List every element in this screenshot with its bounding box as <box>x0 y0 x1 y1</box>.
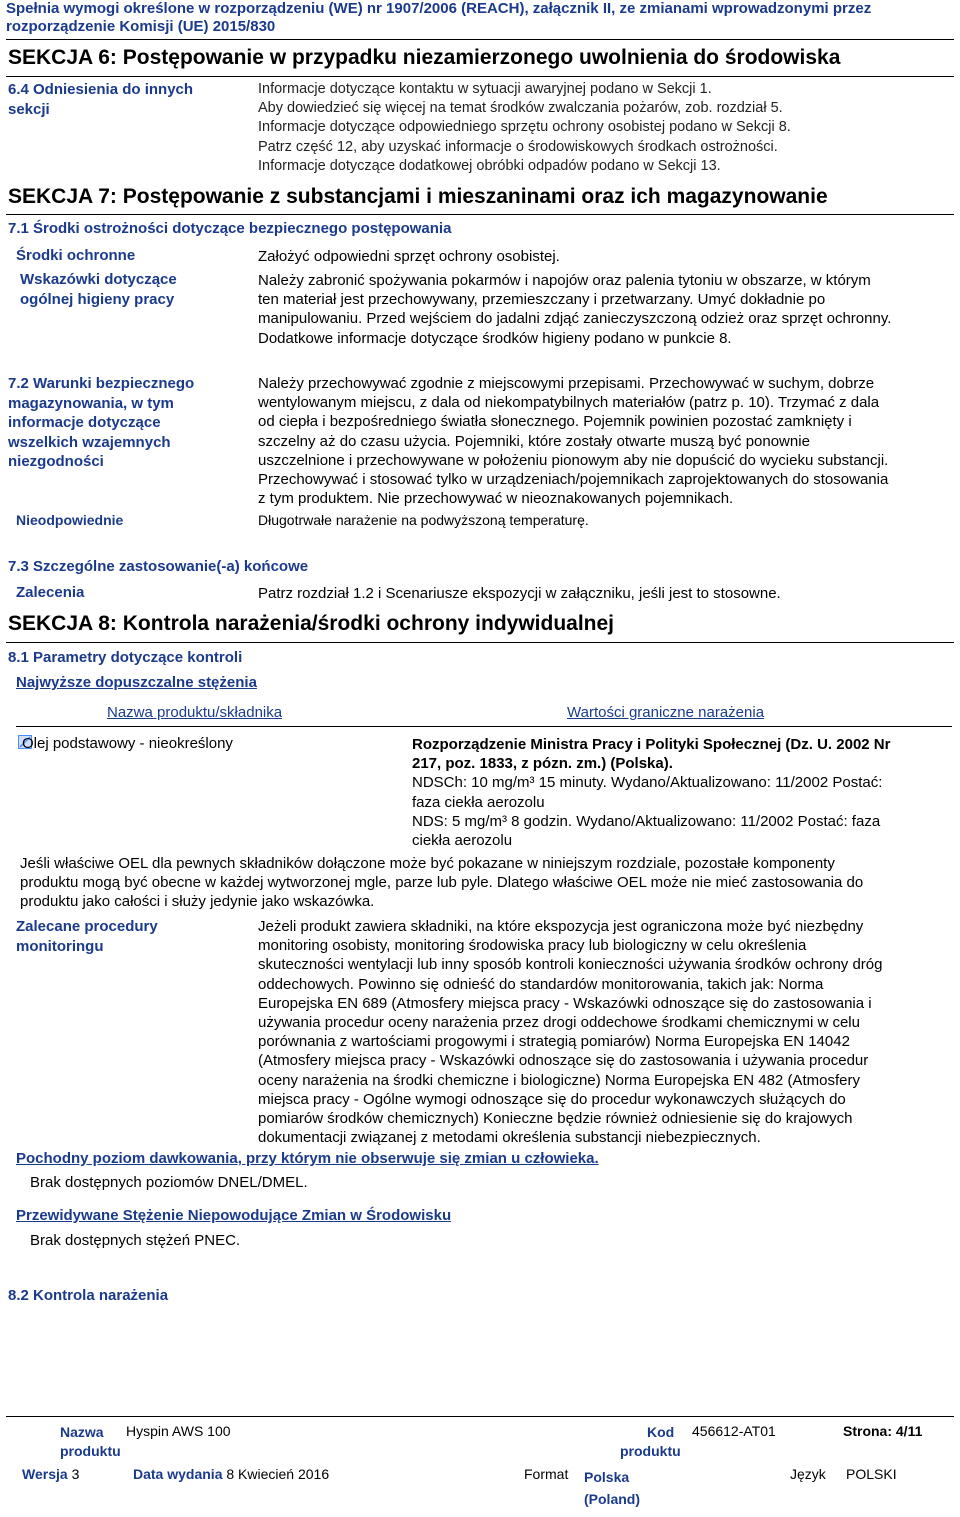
limit-line: NDS: 5 mg/m³ 8 godzin. Wydano/Aktualizowano: 11/2002 Postać: faza <box>412 812 881 830</box>
dnel-text: Brak dostępnych poziomów DNEL/DMEL. <box>30 1174 308 1191</box>
label-line: Nazwa <box>60 1424 104 1440</box>
text-line: Jeżeli produkt zawiera składniki, na które ekspozycja jest ograniczona może być niezbędny <box>258 918 864 935</box>
section-7-divider <box>6 214 954 215</box>
section-6-divider <box>6 76 954 77</box>
monitoring-label <box>16 917 158 956</box>
product-name-value: Hyspin AWS 100 <box>126 1423 231 1439</box>
text-line: produktu jako całości i służy jedynie jako wskazówka. <box>20 893 375 911</box>
recommendations-text: Patrz rozdział 1.2 i Scenariusze ekspozycji w załączniku, jeśli jest to stosowne. <box>258 585 781 602</box>
text-line: manipulowaniu. Przed wejściem do jadalni zdjąć zanieczyszczoną odzież oraz sprzęt ochronny. <box>258 310 892 328</box>
regulation-title: Rozporządzenie Ministra Pracy i Polityki Społecznej (Dz. U. 2002 Nr <box>412 736 891 753</box>
pnec-text: Brak dostępnych stężeń PNEC. <box>30 1232 241 1249</box>
subsection-8-2: 8.2 Kontrola narażenia <box>8 1287 169 1304</box>
section-6-4-text <box>258 80 791 176</box>
language-label: Język <box>790 1466 826 1482</box>
text-line: Europejska EN 689 (Atmosfery miejsca pracy - Wskazówki odnoszące się do zastosowania i <box>258 994 872 1012</box>
header-line-1: Spełnia wymogi określone w rozporządzeniu (WE) nr 1907/2006 (REACH), załącznik II, ze zmianami wprowadzonymi przez <box>6 0 872 17</box>
header-divider <box>6 39 954 40</box>
text-line: wentylowanym miejscu, z dala od niekompatybilnych materiałów (patrz p. 10). Trzymać z dala <box>258 394 880 412</box>
header-line-2: rozporządzenie Komisji (UE) 2015/830 <box>6 18 276 35</box>
text-line: Patrz część 12, aby uzyskać informacje o środowiskowych środkach ostrożności. <box>258 138 778 155</box>
subsection-7-3: 7.3 Szczególne zastosowanie(-a) końcowe <box>8 558 309 575</box>
component-name: Olej podstawowy - nieokreślony <box>22 735 233 752</box>
text-line: Dodatkowe informacje dotyczące środków higieny podano w punkcie 8. <box>258 329 732 347</box>
regulation-header <box>6 0 871 36</box>
subsection-8-1: 8.1 Parametry dotyczące kontroli <box>8 649 243 666</box>
text-line: oceny narażenia na środki chemiczne i biologiczne) Norma Europejska EN 482 (Atmosfery <box>258 1071 860 1089</box>
product-name-label <box>60 1423 121 1461</box>
text-line: pomiarów środków chemicznych) Konieczne będzie również odniesienie się do krajowych <box>258 1110 853 1128</box>
subsection-7-1: 7.1 Środki ostrożności dotyczące bezpiecznego postępowania <box>8 220 452 237</box>
text-line: szczelny aż do czasu użycia. Pojemniki, które zostały otwarte muszą być ponownie <box>258 432 810 450</box>
exposure-limit-values <box>412 735 890 850</box>
monitoring-text <box>258 917 882 1147</box>
text-line: Informacje dotyczące dodatkowej obróbki odpadów podano w Sekcji 13. <box>258 157 721 174</box>
section-8-divider <box>6 642 954 643</box>
text-line: miejsca pracy - Ogólne wymogi odnoszące się do procedur wykonawczych służących do <box>258 1090 846 1108</box>
version-value: 3 <box>71 1466 80 1482</box>
text-line: Informacje dotyczące odpowiedniego sprzętu ochrony osobistej podano w Sekcji 8. <box>258 119 791 136</box>
text-line: od ciepła i bezpośredniego światła słonecznego. Pojemnik powinien pozostać zamknięty i <box>258 413 852 431</box>
product-code-value: 456612-AT01 <box>692 1423 776 1439</box>
recommendations-label: Zalecenia <box>16 584 85 601</box>
text-line: porównania z wartościami progowymi i strategią pomiarów) Norma Europejska EN 14042 <box>258 1033 850 1051</box>
format-line: Polska <box>584 1469 630 1485</box>
label-line: 7.2 Warunki bezpiecznego <box>8 375 195 392</box>
hygiene-text <box>258 271 891 348</box>
text-line: uszczelnione i przechowywane w położeniu pionowym aby nie dopuścić do wycieku substancji. <box>258 451 889 469</box>
text-line: produktu mogą być obecne w każdej wytworzonej mgle, parze lub pyle. Dlatego właściwe OEL może nie mieć zastosowania do <box>20 874 864 892</box>
text-line: Należy przechowywać zgodnie z miejscowymi przepisami. Przechowywać w suchym, dobrze <box>258 375 875 392</box>
language-value: POLSKI <box>846 1466 897 1482</box>
label-line: informacje dotyczące <box>8 414 161 431</box>
label-line: 6.4 Odniesienia do innych <box>8 81 194 98</box>
footer-divider <box>6 1416 954 1417</box>
product-code-label <box>620 1423 681 1461</box>
section-6-title: SEKCJA 6: Postępowanie w przypadku niezamierzonego uwolnienia do środowiska <box>8 46 841 69</box>
pnec-link[interactable]: Przewidywane Stężenie Niepowodujące Zmian w Środowisku <box>16 1207 452 1224</box>
label-line: Wskazówki dotyczące <box>20 271 177 288</box>
protective-measures-text: Założyć odpowiedni sprzęt ochrony osobistej. <box>258 248 560 265</box>
text-line: (Atmosfery miejsca pracy - Wskazówki odnoszące się do zastosowania i używania procedur <box>258 1052 869 1070</box>
oel-note <box>20 854 863 912</box>
unsuitable-text: Długotrwałe narażenie na podwyższoną temperaturę. <box>258 512 589 528</box>
label-line: sekcji <box>8 100 50 118</box>
label-line: Kod <box>647 1424 675 1440</box>
format-line: (Poland) <box>584 1491 640 1507</box>
limit-line: NDSCh: 10 mg/m³ 15 minuty. Wydano/Aktualizowano: 11/2002 Postać: <box>412 774 883 792</box>
label-line: niezgodności <box>8 453 104 470</box>
text-line: skuteczności wentylacji lub inny sposób kontroli konieczności używania środków ochrony dróg <box>258 956 883 974</box>
issue-date-value: 8 Kwiecień 2016 <box>226 1466 330 1482</box>
text-line: dokumentacji związanej z metodami określenia substancji niebezpiecznych. <box>258 1129 761 1147</box>
column-product-name: Nazwa produktu/składnika <box>107 704 283 721</box>
dnel-link[interactable]: Pochodny poziom dawkowania, przy którym nie obserwuje się zmian u człowieka. <box>16 1150 599 1167</box>
regulation-title: 217, poz. 1833, z pózn. zm.) (Polska). <box>412 755 673 773</box>
section-8-title: SEKCJA 8: Kontrola narażenia/środki ochrony indywidualnej <box>8 612 615 635</box>
storage-conditions-label <box>8 374 194 472</box>
label-line: ogólnej higieny pracy <box>20 290 175 308</box>
text-line: używania procedur oceny narażenia przez drogi oddechowe środkami chemicznymi w celu <box>258 1014 860 1032</box>
table-header-divider <box>16 726 952 727</box>
storage-conditions-text <box>258 374 888 508</box>
page-number: Strona: 4/11 <box>843 1423 923 1439</box>
unsuitable-label: Nieodpowiednie <box>16 512 124 528</box>
hygiene-label <box>20 270 177 309</box>
label-line: magazynowania, w tym <box>8 394 174 412</box>
label-line: monitoringu <box>16 937 104 955</box>
text-line: Należy zabronić spożywania pokarmów i napojów oraz palenia tytoniu w obszarze, w którym <box>258 272 871 289</box>
text-line: monitoring osobisty, monitoring środowiska pracy lub biologiczny w celu określenia <box>258 937 807 955</box>
label-line: produktu <box>620 1443 681 1459</box>
section-6-4-label <box>8 80 193 119</box>
limit-line: faza ciekła aerozolu <box>412 793 545 811</box>
label-line: Zalecane procedury <box>16 918 158 935</box>
label-line: produktu <box>60 1443 121 1459</box>
version-label: Wersja <box>22 1466 68 1482</box>
format-label: Format <box>524 1466 569 1482</box>
text-line: Jeśli właściwe OEL dla pewnych składników dołączone może być pokazane w niniejszym rozdziale, pozostałe komponenty <box>20 855 835 872</box>
oel-link[interactable]: Najwyższe dopuszczalne stężenia <box>16 674 257 691</box>
text-line: ten materiał jest przechowywany, przemieszczany i przetwarzany. Umyć dokładnie po <box>258 291 826 309</box>
protective-measures-label: Środki ochronne <box>16 247 136 264</box>
text-line: Aby dowiedzieć się więcej na temat środków zwalczania pożarów, zob. rozdział 5. <box>258 100 783 117</box>
text-line: Przechowywać i stosować tylko w urządzeniach/pojemnikach zaprojektowanych do stosowania <box>258 471 889 489</box>
column-exposure-limits: Wartości graniczne narażenia <box>567 704 765 721</box>
text-line: z tym produktem. Nie przechowywać w nieoznakowanych pojemnikach. <box>258 490 734 508</box>
format-value <box>584 1466 640 1510</box>
label-line: wszelkich wzajemnych <box>8 433 171 451</box>
text-line: oddechowych. Powinno się odnieść do standardów monitorowania, takich jak: Norma <box>258 975 824 993</box>
limit-line: ciekła aerozolu <box>412 832 513 850</box>
section-7-title: SEKCJA 7: Postępowanie z substancjami i mieszaninami oraz ich magazynowanie <box>8 185 828 208</box>
text-line: Informacje dotyczące kontaktu w sytuacji awaryjnej podano w Sekcji 1. <box>258 81 712 97</box>
issue-date-label: Data wydania <box>133 1466 223 1482</box>
